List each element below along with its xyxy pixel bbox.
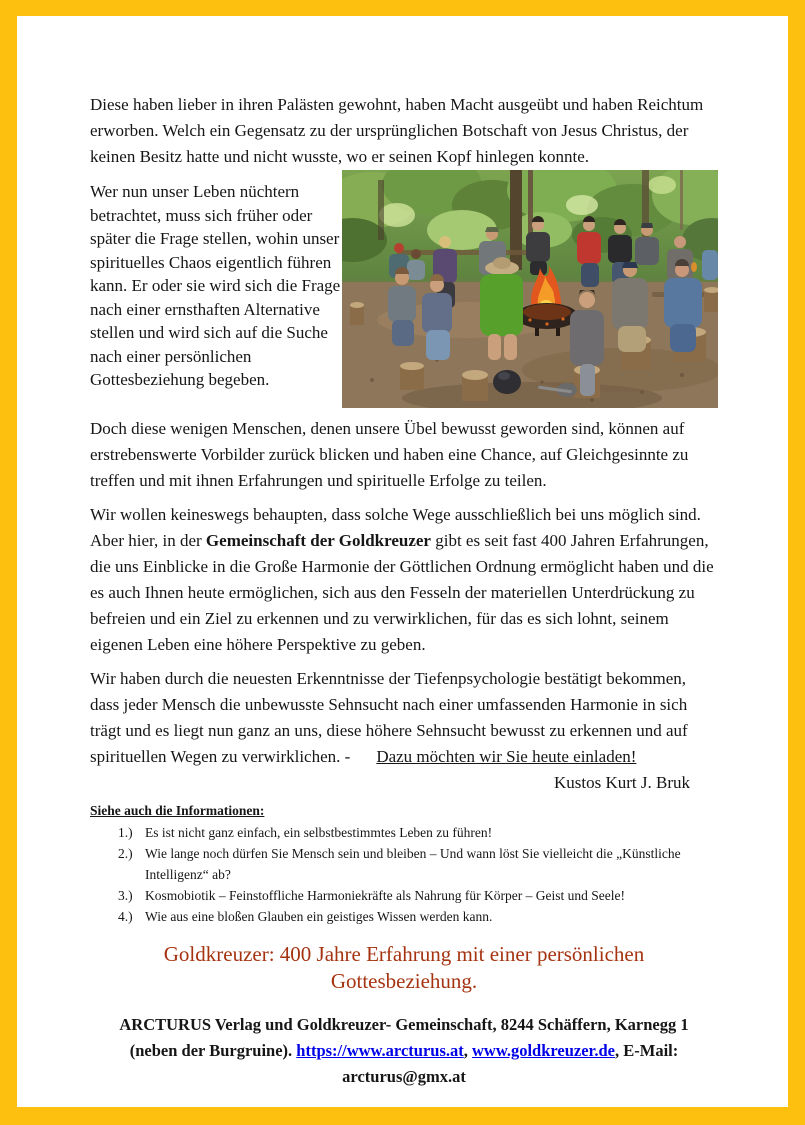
campfire-circle-photo bbox=[342, 170, 718, 408]
info-list-item-4 bbox=[90, 906, 718, 927]
link-separator: , bbox=[463, 1041, 472, 1060]
info-item-number: 2.) bbox=[118, 846, 133, 861]
info-list-item-3 bbox=[90, 885, 718, 906]
info-item-text: Es ist nicht ganz einfach, ein selbstbestimmtes Leben zu führen! bbox=[145, 825, 493, 840]
community-name-bold: Gemeinschaft der Goldkreuzer bbox=[205, 531, 431, 550]
paragraph-community-pre: Wir wollen keineswegs behaupten, dass solche Wege ausschließlich bei uns möglich sind. Aber hier, in der bbox=[90, 505, 701, 550]
info-item-number: 1.) bbox=[118, 825, 133, 840]
info-item-text: Wie aus eine bloßen Glauben ein geistiges Wissen werden kann. bbox=[145, 909, 493, 924]
info-list-item-2 bbox=[90, 843, 718, 885]
goldkreuzer-link[interactable]: www.goldkreuzer.de bbox=[471, 1041, 615, 1060]
info-item-text: Kosmobiotik – Feinstoffliche Harmoniekräfte als Nahrung für Körper – Geist und Seele! bbox=[145, 888, 626, 903]
info-item-number: 4.) bbox=[118, 909, 133, 924]
info-list-section bbox=[90, 800, 718, 927]
paragraph-reflection: Wer nun unser Leben nüchtern betrachtet, muss sich früher oder später die Frage stellen, wohin unser spirituelles Chaos eigentlich führen kann. Er oder sie wird sich die Frage nach einer ernsthaften Alternative stellen und wird sich auf die Suche nach einer persönlichen Gottesbeziehung begeben. bbox=[90, 182, 341, 389]
paragraph-palaces: Diese haben lieber in ihren Palästen gewohnt, haben Macht ausgeübt und haben Reichtum erworben. Welch ein Gegensatz zu der ursprünglichen Botschaft von Jesus Christus, der keinen Besitz hatte und nicht wusste, wo er seinen Kopf hinlegen konnte. bbox=[90, 95, 704, 166]
invitation-underlined: Dazu möchten wir Sie heute einladen! bbox=[376, 747, 637, 766]
text-photo-row bbox=[90, 178, 718, 408]
contact-block bbox=[108, 1012, 700, 1090]
arcturus-link[interactable]: https://www.arcturus.at bbox=[296, 1041, 464, 1060]
document-sheet bbox=[17, 16, 788, 1107]
paragraph-psychology-text: Wir haben durch die neuesten Erkenntnisse der Tiefenpsychologie bestätigt bekommen, dass jeder Mensch die unbewusste Sehnsucht nach einer umfassenden Harmonie in sich trägt und es liegt nun ganz an uns, diese höhere Sehnsucht bewusst zu erkennen und auf spirituellen Wegen zu verwirklichen. - bbox=[90, 669, 688, 766]
info-item-text: Wie lange noch dürfen Sie Mensch sein und bleiben – Und wann löst Sie vielleicht die „Künstliche Intelligenz“ ab? bbox=[145, 846, 681, 882]
paragraph-community bbox=[90, 502, 718, 658]
paragraph-psychology bbox=[90, 666, 718, 770]
info-list-heading: Siehe auch die Informationen: bbox=[90, 803, 265, 818]
info-list-item-1 bbox=[90, 822, 718, 843]
contact-email: , E-Mail: arcturus@gmx.at bbox=[342, 1041, 679, 1086]
info-item-number: 3.) bbox=[118, 888, 133, 903]
goldkreuzer-headline: Goldkreuzer: 400 Jahre Erfahrung mit einer persönlichen Gottesbeziehung. bbox=[163, 942, 645, 993]
contact-address: ARCTURUS Verlag und Goldkreuzer- Gemeinschaft, 8244 Schäffern, Karnegg 1 (neben der Burgruine). bbox=[119, 1015, 689, 1060]
paragraph-chance: Doch diese wenigen Menschen, denen unsere Übel bewusst geworden sind, können auf erstrebenswerte Vorbilder zurück blicken und haben eine Chance, auf Gleichgesinnte zu treffen und mit ihnen Erfahrungen und spirituelle Erfolge zu teilen. bbox=[90, 419, 689, 490]
signature-kustos: Kustos Kurt J. Bruk bbox=[553, 773, 690, 792]
paragraph-community-post: gibt es seit fast 400 Jahren Erfahrungen, die uns Einblicke in die Große Harmonie der Göttlichen Ordnung ermöglicht haben und die es auch Ihnen heute ermöglichen, sich aus den Fesseln der materiellen Unterdrückung zu befreien und ein Ziel zu erkennen und zu verwirklichen, für das es sich lohnt, seinem eigenen Leben eine höhere Perspektive zu geben. bbox=[90, 531, 714, 654]
